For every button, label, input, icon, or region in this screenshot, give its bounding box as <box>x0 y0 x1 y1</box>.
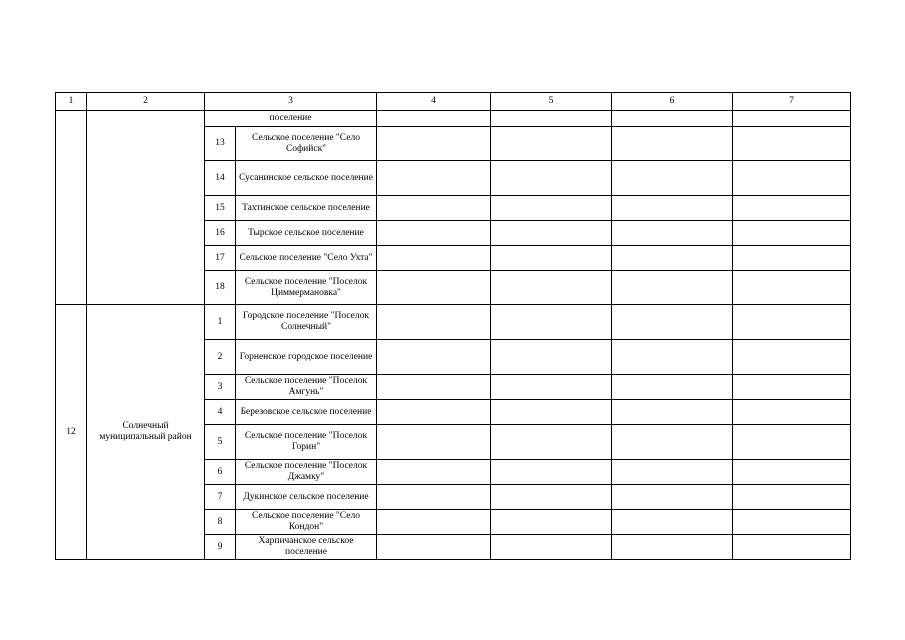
district-cell <box>87 111 205 305</box>
header-cell: 6 <box>612 93 733 111</box>
empty-cell <box>491 111 612 127</box>
settlement-name: Сельское поселение "Село Кондон" <box>236 510 377 535</box>
empty-cell <box>612 305 733 340</box>
empty-cell <box>612 510 733 535</box>
empty-cell <box>733 375 851 400</box>
empty-cell <box>377 535 491 560</box>
empty-cell <box>491 510 612 535</box>
settlement-number: 6 <box>205 460 236 485</box>
header-cell: 2 <box>87 93 205 111</box>
empty-cell <box>733 161 851 196</box>
settlement-name: Сельское поселение "Поселок Амгунь" <box>236 375 377 400</box>
empty-cell <box>377 161 491 196</box>
empty-cell <box>612 400 733 425</box>
settlement-name: Сельское поселение "Поселок Джамку" <box>236 460 377 485</box>
empty-cell <box>377 196 491 221</box>
empty-cell <box>377 221 491 246</box>
header-cell: 3 <box>205 93 377 111</box>
empty-cell <box>733 221 851 246</box>
empty-cell <box>491 535 612 560</box>
row-number-cell: 12 <box>56 305 87 560</box>
settlement-number: 7 <box>205 485 236 510</box>
settlement-name: Сельское поселение "Село Ухта" <box>236 246 377 271</box>
settlement-name: Березовское сельское поселение <box>236 400 377 425</box>
continuation-cell: поселение <box>205 111 377 127</box>
header-cell: 7 <box>733 93 851 111</box>
empty-cell <box>733 425 851 460</box>
empty-cell <box>377 510 491 535</box>
empty-cell <box>733 535 851 560</box>
empty-cell <box>733 271 851 305</box>
empty-cell <box>612 246 733 271</box>
settlement-number: 18 <box>205 271 236 305</box>
settlement-number: 4 <box>205 400 236 425</box>
empty-cell <box>491 246 612 271</box>
empty-cell <box>612 196 733 221</box>
settlement-name: Харпичанское сельское поселение <box>236 535 377 560</box>
empty-cell <box>733 111 851 127</box>
empty-cell <box>377 271 491 305</box>
header-cell: 1 <box>56 93 87 111</box>
settlement-number: 8 <box>205 510 236 535</box>
header-row <box>56 93 851 111</box>
settlement-number: 9 <box>205 535 236 560</box>
table-row <box>56 305 851 340</box>
empty-cell <box>612 485 733 510</box>
empty-cell <box>491 375 612 400</box>
empty-cell <box>733 460 851 485</box>
empty-cell <box>491 400 612 425</box>
settlement-number: 1 <box>205 305 236 340</box>
empty-cell <box>733 400 851 425</box>
districts-table <box>55 92 851 560</box>
empty-cell <box>491 425 612 460</box>
empty-cell <box>612 127 733 161</box>
empty-cell <box>491 460 612 485</box>
settlement-number: 13 <box>205 127 236 161</box>
empty-cell <box>377 375 491 400</box>
empty-cell <box>612 460 733 485</box>
empty-cell <box>733 485 851 510</box>
settlement-number: 14 <box>205 161 236 196</box>
settlement-number: 17 <box>205 246 236 271</box>
empty-cell <box>491 196 612 221</box>
settlement-name: Дукинское сельское поселение <box>236 485 377 510</box>
empty-cell <box>733 196 851 221</box>
empty-cell <box>491 271 612 305</box>
settlement-number: 2 <box>205 340 236 375</box>
empty-cell <box>377 485 491 510</box>
empty-cell <box>733 305 851 340</box>
empty-cell <box>491 161 612 196</box>
settlement-number: 5 <box>205 425 236 460</box>
settlement-number: 16 <box>205 221 236 246</box>
empty-cell <box>612 161 733 196</box>
empty-cell <box>377 400 491 425</box>
empty-cell <box>377 305 491 340</box>
header-cell: 5 <box>491 93 612 111</box>
empty-cell <box>491 305 612 340</box>
empty-cell <box>612 535 733 560</box>
settlement-name: Городское поселение "Поселок Солнечный" <box>236 305 377 340</box>
empty-cell <box>491 485 612 510</box>
empty-cell <box>612 425 733 460</box>
empty-cell <box>612 111 733 127</box>
empty-cell <box>377 460 491 485</box>
empty-cell <box>733 127 851 161</box>
empty-cell <box>377 425 491 460</box>
empty-cell <box>377 111 491 127</box>
settlement-name: Тырское сельское поселение <box>236 221 377 246</box>
district-name: Солнечный муниципальный район <box>87 305 205 560</box>
empty-cell <box>733 246 851 271</box>
row-number-cell <box>56 111 87 305</box>
header-cell: 4 <box>377 93 491 111</box>
settlement-name: Сельское поселение "Поселок Циммермановка" <box>236 271 377 305</box>
empty-cell <box>612 340 733 375</box>
settlement-name: Сельское поселение "Поселок Горин" <box>236 425 377 460</box>
empty-cell <box>377 246 491 271</box>
empty-cell <box>491 340 612 375</box>
empty-cell <box>377 340 491 375</box>
settlement-name: Сусанинское сельское поселение <box>236 161 377 196</box>
settlement-name: Горненское городское поселение <box>236 340 377 375</box>
table-row <box>56 111 851 127</box>
settlement-name: Тахтинское сельское поселение <box>236 196 377 221</box>
empty-cell <box>733 340 851 375</box>
empty-cell <box>733 510 851 535</box>
empty-cell <box>612 271 733 305</box>
empty-cell <box>377 127 491 161</box>
empty-cell <box>612 375 733 400</box>
settlement-number: 15 <box>205 196 236 221</box>
empty-cell <box>491 127 612 161</box>
settlement-name: Сельское поселение "Село Софийск" <box>236 127 377 161</box>
empty-cell <box>612 221 733 246</box>
empty-cell <box>491 221 612 246</box>
settlement-number: 3 <box>205 375 236 400</box>
